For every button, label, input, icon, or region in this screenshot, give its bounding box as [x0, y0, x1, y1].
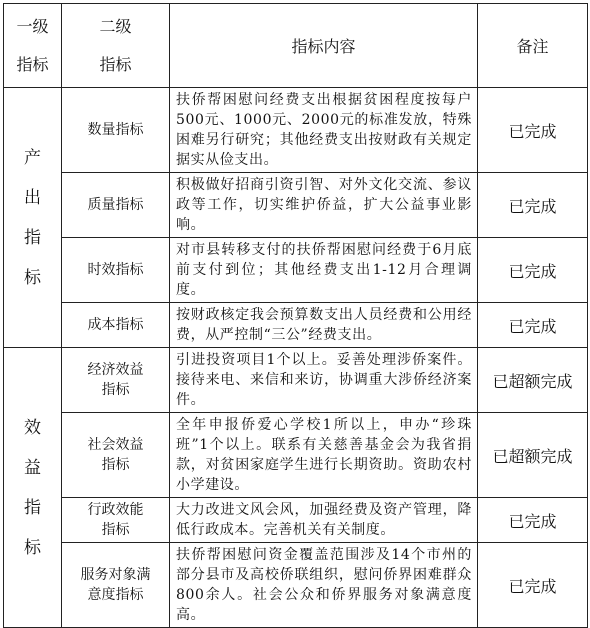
group-label-char: 益: [24, 457, 41, 478]
table-row: [4, 413, 588, 498]
header-level1-line2: 指标: [16, 54, 49, 74]
group-label-char: 产: [24, 147, 41, 168]
subindicator-name: [62, 238, 170, 303]
table-row: [4, 303, 588, 348]
group-label-char: 效: [24, 417, 41, 438]
table-row: [4, 498, 588, 543]
subindicator-name: [62, 88, 170, 173]
table-row: [4, 348, 588, 413]
subindicator-name: [62, 348, 170, 413]
table-row: [4, 173, 588, 238]
header-level2: [62, 4, 170, 88]
subindicator-name-line1: 质量指标: [87, 197, 144, 213]
subindicator-name: [62, 498, 170, 543]
subindicator-name: [62, 303, 170, 348]
status-note: 已完成: [478, 173, 588, 238]
status-note: 已超额完成: [478, 348, 588, 413]
status-note: 已完成: [478, 88, 588, 173]
group-label-char: 标: [24, 267, 41, 288]
group-label-char: 出: [24, 187, 41, 208]
group-label-benefit: [4, 348, 62, 628]
indicator-content: 对市县转移支付的扶侨帮困慰问经费于6月底前支付到位；其他经费支出1-12月合理调度。: [170, 238, 478, 303]
group-label-output: [4, 88, 62, 348]
status-note: 已完成: [478, 238, 588, 303]
header-note: 备注: [478, 4, 588, 88]
indicator-content: 积极做好招商引资引智、对外文化交流、参议政等工作，切实维护侨益，扩大公益事业影响。: [170, 173, 478, 238]
header-level1-line1: 一级: [16, 16, 49, 36]
table-row: [4, 88, 588, 173]
status-note: 已超额完成: [478, 413, 588, 498]
subindicator-name-line1: 行政效能: [87, 502, 144, 518]
subindicator-name-line1: 时效指标: [87, 262, 144, 278]
header-content: 指标内容: [170, 4, 478, 88]
header-level2-line1: 二级: [99, 16, 132, 36]
subindicator-name-line2: 指标: [101, 522, 130, 538]
status-note: 已完成: [478, 498, 588, 543]
group-label-char: 标: [24, 537, 41, 558]
subindicator-name-line1: 经济效益: [87, 362, 144, 378]
status-note: 已完成: [478, 303, 588, 348]
subindicator-name-line1: 成本指标: [87, 317, 144, 333]
subindicator-name: [62, 413, 170, 498]
indicator-table: [3, 3, 588, 628]
group-label-char: 指: [24, 497, 41, 518]
indicator-content: 扶侨帮困慰问资金覆盖范围涉及14个市州的部分县市及高校侨联组织，慰问侨界困难群众800余人。社会公众和侨界服务对象满意度高。: [170, 543, 478, 628]
subindicator-name-line2: 意度指标: [87, 587, 144, 603]
indicator-content: 扶侨帮困慰问经费支出根据贫困程度按每户500元、1000元、2000元的标准发放，特殊困难另行研究；其他经费支出按财政有关规定据实从俭支出。: [170, 88, 478, 173]
indicator-content: 全年申报侨爱心学校1所以上，申办“珍珠班”1个以上。联系有关慈善基金会为我省捐款，对贫困家庭学生进行长期资助。资助农村小学建设。: [170, 413, 478, 498]
header-row: [4, 4, 588, 88]
table-row: [4, 238, 588, 303]
header-level2-line2: 指标: [99, 54, 132, 74]
subindicator-name-line1: 社会效益: [87, 437, 144, 453]
group-label-char: 指: [24, 227, 41, 248]
indicator-content: 引进投资项目1个以上。妥善处理涉侨案件。接待来电、来信和来访，协调重大涉侨经济案件。: [170, 348, 478, 413]
subindicator-name-line2: 指标: [101, 382, 130, 398]
header-level1: [4, 4, 62, 88]
subindicator-name-line2: 指标: [101, 457, 130, 473]
indicator-content: 按财政核定我会预算数支出人员经费和公用经费，从严控制“三公”经费支出。: [170, 303, 478, 348]
status-note: 已完成: [478, 543, 588, 628]
subindicator-name: [62, 173, 170, 238]
subindicator-name-line1: 服务对象满: [80, 567, 151, 583]
indicator-content: 大力改进文风会风，加强经费及资产管理，降低行政成本。完善机关有关制度。: [170, 498, 478, 543]
subindicator-name-line1: 数量指标: [87, 122, 144, 138]
